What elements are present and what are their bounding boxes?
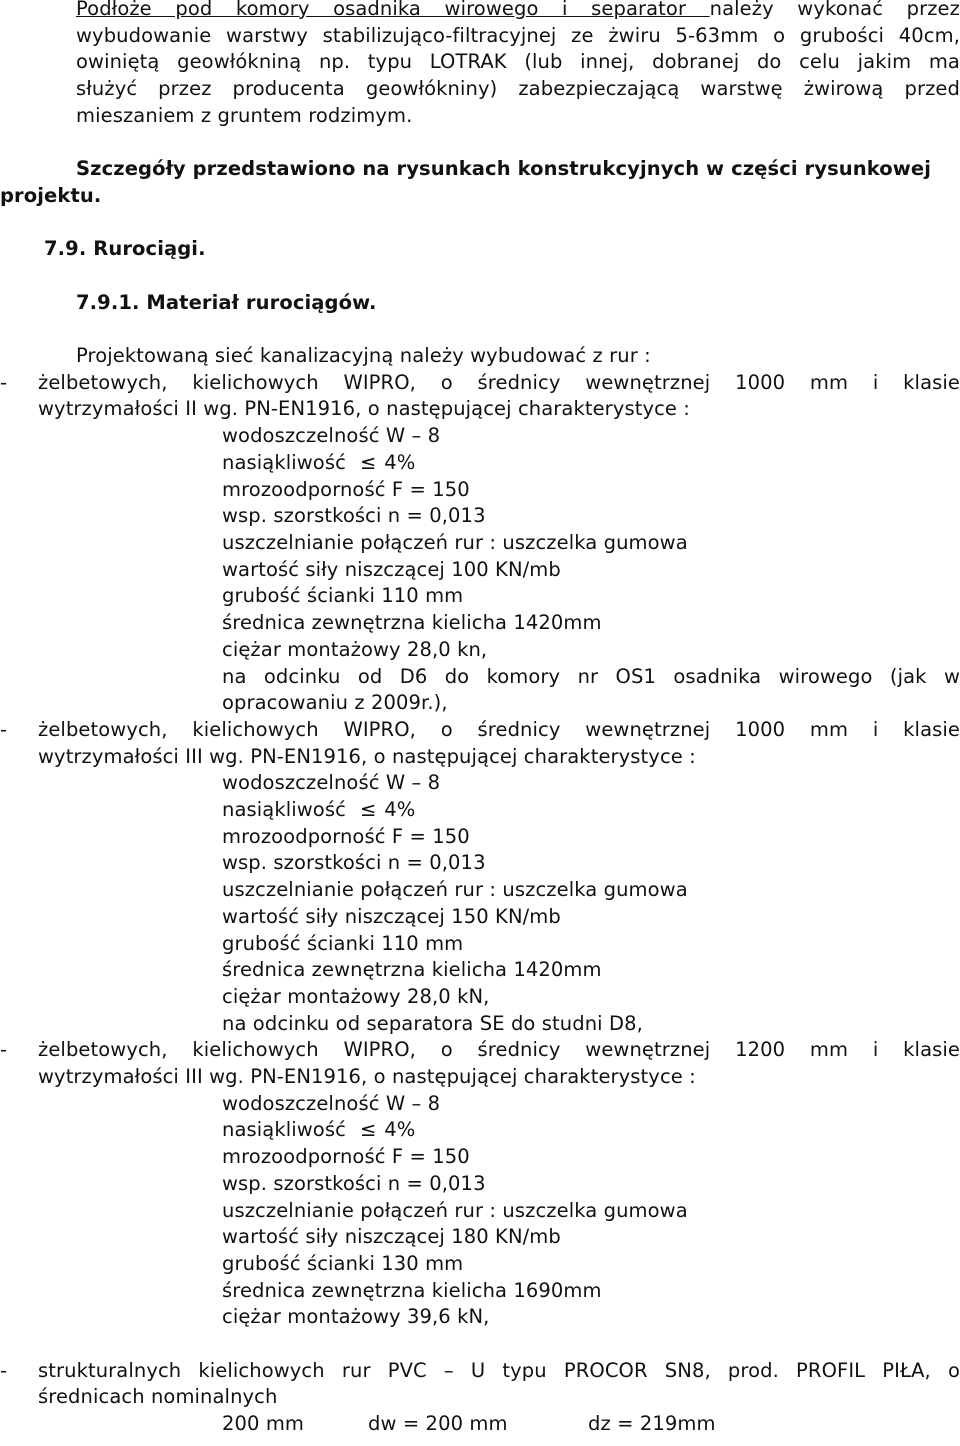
less-equal-icon: ≤ — [360, 450, 377, 474]
pipe-spec-2 — [0, 717, 960, 1037]
lead-sentence: Projektowaną sieć kanalizacyjną należy wybudować z rur : — [76, 344, 651, 368]
pvc-pipe-spec — [0, 1358, 960, 1438]
pipe-2-nasiakliwosc: nasiąkliwość ≤ 4% — [0, 797, 960, 824]
pipe-3-nasiakliwosc: nasiąkliwość ≤ 4% — [0, 1117, 960, 1144]
pvc-line-1: - strukturalnych kielichowych rur PVC – U typu PROCOR SN8, prod. PROFIL PIŁA, o — [0, 1358, 960, 1385]
intro-line-3: owiniętą geowłókniną np. typu LOTRAK (lub innej, dobranej do celu jakim ma — [76, 50, 960, 74]
pipe-1-grubosc: grubość ścianki 110 mm — [222, 584, 464, 608]
less-equal-icon: ≤ — [360, 1118, 377, 1142]
pipe-1-wodoszczelnosc: wodoszczelność W – 8 — [222, 424, 441, 448]
pipe-2-uszczelnianie: uszczelnianie połączeń rur : uszczelka gumowa — [222, 878, 688, 902]
intro-line-4: służyć przez producenta geowłókniny) zabezpieczającą warstwę żwirową przed — [76, 77, 960, 101]
pvc-dimensions — [0, 1411, 960, 1438]
pipe-2-srednica: średnica zewnętrzna kielicha 1420mm — [222, 958, 602, 982]
details-note — [0, 156, 960, 209]
pipe-3-line-2: wytrzymałości III wg. PN-EN1916, o następującej charakterystyce : — [38, 1065, 696, 1089]
intro-paragraph — [0, 0, 960, 130]
pvc-nominal-diameter: 200 mm — [222, 1412, 305, 1436]
intro-underlined-text: Podłoże pod komory osadnika wirowego i separator — [76, 0, 710, 20]
intro-line-2: wybudowanie warstwy stabilizująco-filtracyjnej ze żwiru 5-63mm o grubości 40cm, — [76, 23, 960, 47]
pipe-1-line-1: - żelbetowych, kielichowych WIPRO, o średnicy wewnętrznej 1000 mm i klasie — [0, 370, 960, 397]
pipe-2-ciezar: ciężar montażowy 28,0 kN, — [222, 984, 490, 1008]
bullet-dash: - — [0, 717, 8, 741]
intro-line-1 — [0, 0, 960, 23]
pipe-2-note-1: na odcinku od separatora SE do studni D8, — [222, 1011, 643, 1035]
pipe-1-note-1: na odcinku od D6 do komory nr OS1 osadnika wirowego (jak w — [222, 664, 960, 688]
pipe-3-srednica: średnica zewnętrzna kielicha 1690mm — [222, 1278, 602, 1302]
pvc-line-2: średnicach nominalnych — [38, 1385, 278, 1409]
pipe-1-mrozoodpornosc: mrozoodporność F = 150 — [222, 477, 470, 501]
pipe-3-ciezar: ciężar montażowy 39,6 kN, — [222, 1305, 490, 1329]
pipe-2-mrozoodpornosc: mrozoodporność F = 150 — [222, 824, 470, 848]
pipe-1-nasiakliwosc: nasiąkliwość ≤ 4% — [0, 450, 960, 477]
pipe-1-ciezar: ciężar montażowy 28,0 kn, — [222, 637, 488, 661]
pipe-spec-3 — [0, 1037, 960, 1331]
pipe-1-line-2: wytrzymałości II wg. PN-EN1916, o następującej charakterystyce : — [38, 397, 690, 421]
details-line-1: Szczegóły przedstawiono na rysunkach konstrukcyjnych w części rysunkowej — [76, 157, 932, 181]
section-heading: 7.9. Rurociągi. — [44, 237, 206, 261]
pipe-3-szorstkosc: wsp. szorstkości n = 0,013 — [222, 1171, 486, 1195]
pipe-1-szorstkosc: wsp. szorstkości n = 0,013 — [222, 504, 486, 528]
pipe-2-wodoszczelnosc: wodoszczelność W – 8 — [222, 771, 441, 795]
less-equal-icon: ≤ — [360, 798, 377, 822]
bullet-dash: - — [0, 370, 8, 394]
pipe-3-uszczelnianie: uszczelnianie połączeń rur : uszczelka gumowa — [222, 1198, 688, 1222]
pipe-3-mrozoodpornosc: mrozoodporność F = 150 — [222, 1145, 470, 1169]
pvc-inner-diameter: dw = 200 mm — [368, 1412, 508, 1436]
pipe-1-uszczelnianie: uszczelnianie połączeń rur : uszczelka gumowa — [222, 531, 688, 554]
pipe-3-grubosc: grubość ścianki 130 mm — [222, 1251, 464, 1275]
pipe-1-note-2: opracowaniu z 2009r.), — [222, 691, 448, 715]
pipe-2-grubosc: grubość ścianki 110 mm — [222, 931, 464, 955]
pipe-spec-1 — [0, 370, 960, 717]
pipe-1-srednica: średnica zewnętrzna kielicha 1420mm — [222, 611, 602, 635]
bullet-dash: - — [0, 1358, 8, 1382]
pipe-2-szorstkosc: wsp. szorstkości n = 0,013 — [222, 851, 486, 875]
intro-line-5: mieszaniem z gruntem rodzimym. — [76, 103, 413, 127]
subsection-heading: 7.9.1. Materiał rurociągów. — [76, 290, 377, 314]
intro-line-1-rest: należy wykonać przez — [709, 0, 960, 20]
pipe-2-line-2: wytrzymałości III wg. PN-EN1916, o następującej charakterystyce : — [38, 744, 696, 768]
details-line-2: projektu. — [0, 183, 102, 207]
pipe-3-wodoszczelnosc: wodoszczelność W – 8 — [222, 1091, 441, 1115]
pipe-2-sila: wartość siły niszczącej 150 KN/mb — [222, 904, 561, 928]
pvc-outer-diameter: dz = 219mm — [588, 1412, 716, 1436]
pipe-1-sila: wartość siły niszczącej 100 KN/mb — [222, 557, 561, 581]
pipe-2-line-1: - żelbetowych, kielichowych WIPRO, o średnicy wewnętrznej 1000 mm i klasie — [0, 717, 960, 744]
pipe-3-line-1: - żelbetowych, kielichowych WIPRO, o średnicy wewnętrznej 1200 mm i klasie — [0, 1037, 960, 1064]
bullet-dash: - — [0, 1038, 8, 1062]
pipe-3-sila: wartość siły niszczącej 180 KN/mb — [222, 1225, 561, 1249]
